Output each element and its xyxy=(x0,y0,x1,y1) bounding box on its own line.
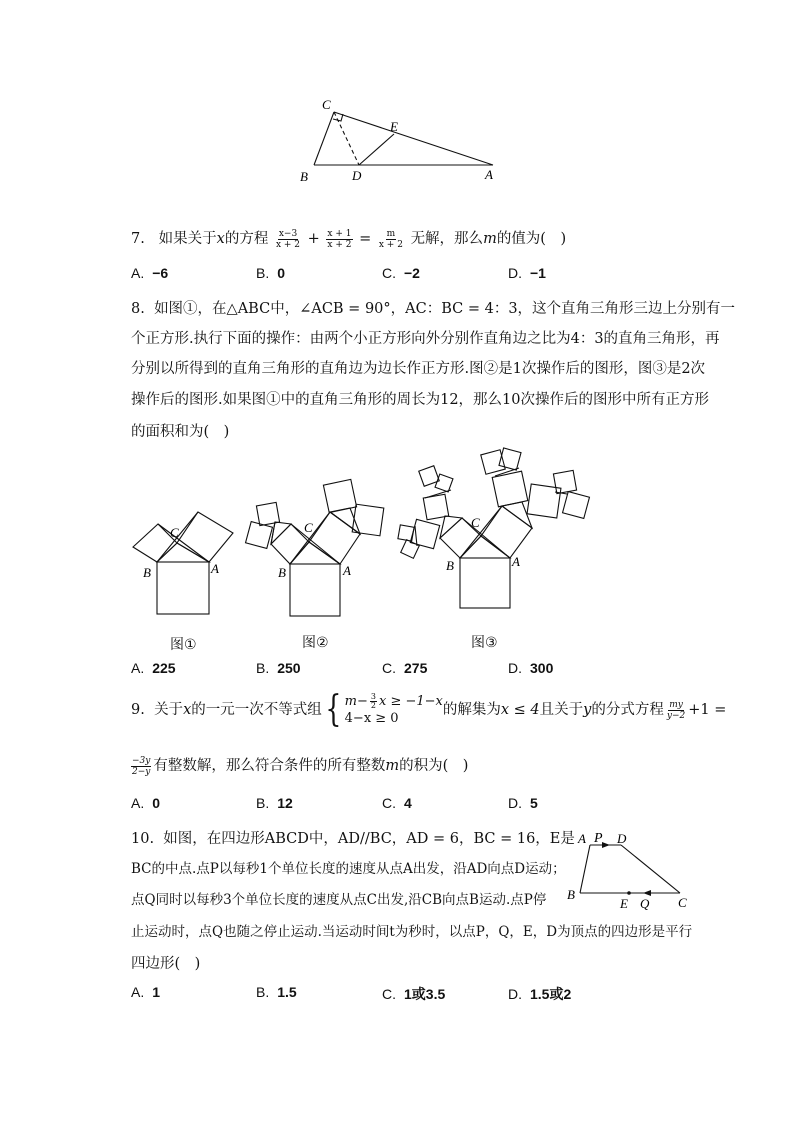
fig3-label-b: B xyxy=(446,558,454,573)
q10-stem-line-5: 四边形( ) xyxy=(131,956,201,972)
q8-caption-3: 图③ xyxy=(471,635,498,651)
q9-stem-line-1: 9. 关于x的一元一次不等式组 { m− $\frac{3}{2}$ x ≥ −1−x 4−x ≥ 0 的解集为x ≤ 4且关于y的分式方程 $\frac{my}{y-2}$ +1 = xyxy=(131,689,727,730)
segment-de xyxy=(359,134,394,165)
fig1-label-b: B xyxy=(143,565,151,580)
q8-stem-line-5: 的面积和为( ) xyxy=(131,424,230,440)
fig2-label-b: B xyxy=(278,565,286,580)
q10-label-b: B xyxy=(567,887,575,902)
q7-option-d[interactable]: D. −1 xyxy=(508,265,546,281)
q8-figure-1 xyxy=(125,505,250,625)
q8-caption-2: 图② xyxy=(302,635,329,651)
fig3-label-a: A xyxy=(512,554,520,569)
q7-option-c[interactable]: C. −2 xyxy=(382,265,420,281)
q7-number: 7. xyxy=(131,231,145,247)
label-c: C xyxy=(322,97,331,112)
q9-option-d[interactable]: D. 5 xyxy=(508,795,538,811)
side-bc xyxy=(314,112,334,165)
q7-fraction-1: $\frac{x-3}{x + 2}$ xyxy=(275,228,301,250)
q7-option-b[interactable]: B. 0 xyxy=(256,265,286,281)
fig1-label-c: C xyxy=(170,525,179,540)
q9-option-b[interactable]: B. 12 xyxy=(256,795,293,811)
q10-stem-line-2: BC的中点.点P以每秒1个单位长度的速度从点A出发，沿AD向点D运动； xyxy=(131,861,566,877)
q8-stem-line-4: 操作后的图形.如果图①中的直角三角形的周长为12，那么10次操作后的图形中所有正方形 xyxy=(131,392,710,408)
q9-stem-line-2: $\frac{-3y}{2-y}$ 有整数解，那么符合条件的所有整数m的积为( ) xyxy=(132,755,469,777)
q10-stem-line-3: 点Q同时以每秒3个单位长度的速度从点C出发,沿CB向点B运动.点P停 xyxy=(131,892,547,908)
q10-label-c: C xyxy=(678,895,687,910)
q8-option-b[interactable]: B. 250 xyxy=(256,660,301,676)
q10-option-c[interactable]: C. 1或3.5 xyxy=(382,986,446,1002)
label-e: E xyxy=(390,119,398,134)
q10-label-a: A xyxy=(578,831,586,846)
q8-stem-line-1: 8. 如图①，在△ABC中，∠ACB = 90°，AC：BC = 4：3，这个直角三角形三边上分别有一 xyxy=(131,301,736,317)
q10-trapezoid-figure xyxy=(565,828,695,910)
q10-stem-line-1: 10. 如图，在四边形ABCD中，AD//BC，AD = 6，BC = 16，E是 xyxy=(131,831,575,847)
q8-caption-1: 图① xyxy=(170,637,197,653)
q9-option-a[interactable]: A. 0 xyxy=(131,795,161,811)
q10-stem-line-4: 止运动时，点Q也随之停止运动.当运动时间t为秒时，以点P，Q，E，D为顶点的四边形是平行 xyxy=(131,924,693,940)
q8-option-c[interactable]: C. 275 xyxy=(382,660,428,676)
q10-label-e: E xyxy=(620,896,628,910)
q7-fraction-2: $\frac{x + 1}{x + 2}$ xyxy=(327,228,352,250)
label-b: B xyxy=(300,169,308,184)
q8-number: 8. xyxy=(131,301,145,317)
q8-figure-3 xyxy=(395,446,600,611)
point-e xyxy=(627,891,631,895)
q10-label-d: D xyxy=(617,831,627,846)
q10-label-q: Q xyxy=(640,896,650,910)
q8-stem-line-2: 个正方形.执行下面的操作：由两个小正方形向外分别作直角边之比为4：3的直角三角形，再 xyxy=(131,331,720,347)
q7-fraction-3: $\frac{m}{x + 2}$ xyxy=(378,228,403,250)
label-d: D xyxy=(352,168,362,183)
q8-figure-2 xyxy=(238,476,388,621)
fig2-label-a: A xyxy=(343,563,351,578)
q7-option-a[interactable]: A. −6 xyxy=(131,265,169,281)
q10-option-a[interactable]: A. 1 xyxy=(131,984,161,1000)
fig1-label-a: A xyxy=(211,561,219,576)
q9-option-c[interactable]: C. 4 xyxy=(382,795,412,811)
q7-stem: 7. 如果关于x的方程 $\frac{x-3}{x + 2}$ + $\frac{x + 1}{x + 2}$ = $\frac{m}{x + 2}$ 无解，那么m的值为( ) xyxy=(131,228,567,250)
q9-number: 9. xyxy=(131,702,145,718)
q8-stem-line-3: 分别以所得到的直角三角形的直角边为边长作正方形.图②是1次操作后的图形，图③是2次 xyxy=(131,361,706,377)
q8-option-d[interactable]: D. 300 xyxy=(508,660,554,676)
arrow-p-icon xyxy=(602,842,610,848)
fig2-label-c: C xyxy=(304,520,313,535)
q9-inequality-system: { m− $\frac{3}{2}$ x ≥ −1−x 4−x ≥ 0 xyxy=(325,689,443,730)
triangle-figure xyxy=(290,92,510,192)
q10-number: 10. xyxy=(131,831,155,847)
q9-fraction-1: $\frac{my}{y-2}$ xyxy=(666,699,686,721)
fig3-label-c: C xyxy=(471,515,480,530)
q10-option-d[interactable]: D. 1.5或2 xyxy=(508,986,572,1002)
q9-fraction-2: $\frac{-3y}{2-y}$ xyxy=(132,755,151,777)
side-ca xyxy=(334,112,493,165)
label-a: A xyxy=(485,167,493,182)
q8-option-a[interactable]: A. 225 xyxy=(131,660,176,676)
q10-option-b[interactable]: B. 1.5 xyxy=(256,984,297,1000)
q10-label-p: P xyxy=(594,831,603,846)
